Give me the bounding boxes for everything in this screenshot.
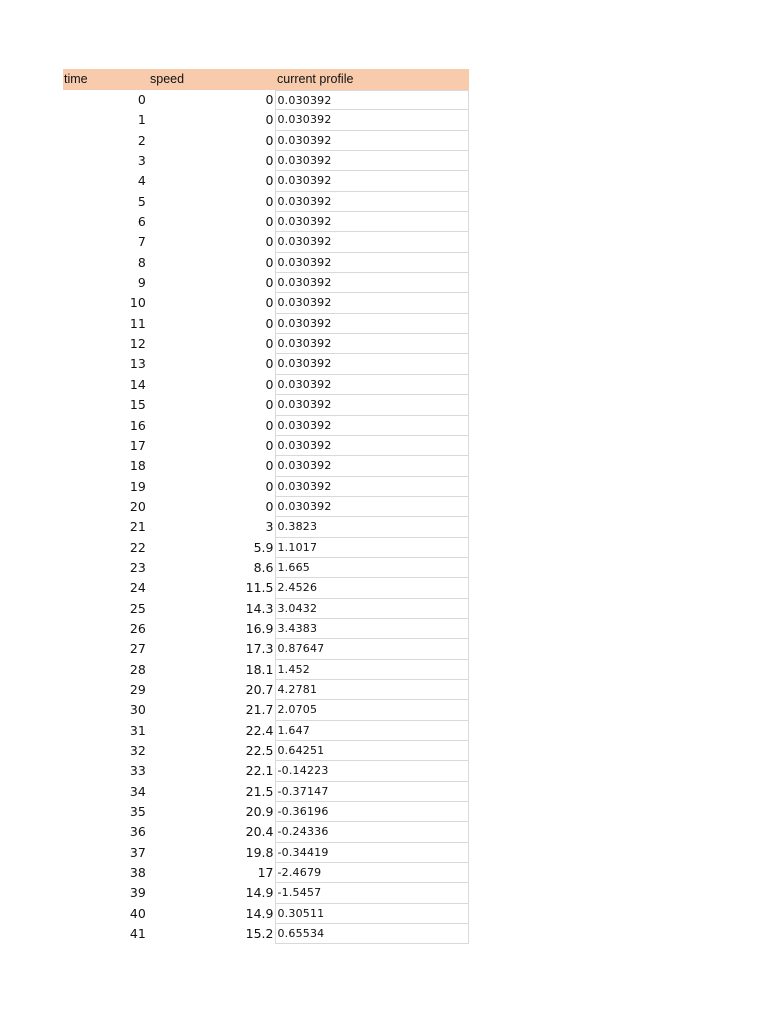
cell-speed[interactable]: 0 [265, 275, 274, 291]
table-row [63, 782, 469, 802]
table-row [63, 883, 469, 903]
header-current-profile[interactable]: current profile [277, 72, 354, 86]
table-row [63, 497, 469, 517]
table-row [63, 151, 469, 171]
cell-speed[interactable]: 17.3 [245, 641, 274, 657]
cell-speed[interactable]: 0 [265, 193, 274, 209]
cell-speed[interactable]: 0 [265, 132, 274, 148]
cell-speed[interactable]: 21.5 [245, 783, 274, 799]
cell-current-profile[interactable]: 0.030392 [275, 90, 469, 110]
cell-current-profile[interactable]: 0.64251 [275, 741, 469, 761]
cell-current-profile[interactable]: 0.030392 [275, 375, 469, 395]
cell-speed[interactable]: 19.8 [245, 844, 274, 860]
table-row [63, 232, 469, 252]
table-row [63, 578, 469, 598]
cell-current-profile[interactable]: -0.24336 [275, 822, 469, 842]
table-row [63, 843, 469, 863]
cell-time[interactable]: 33 [129, 763, 146, 779]
cell-speed[interactable]: 0 [265, 478, 274, 494]
cell-speed[interactable]: 8.6 [253, 559, 274, 575]
cell-time[interactable]: 25 [129, 600, 146, 616]
table-row [63, 131, 469, 151]
cell-speed[interactable]: 0 [265, 112, 274, 128]
cell-speed[interactable]: 0 [265, 376, 274, 392]
cell-time[interactable]: 39 [129, 885, 146, 901]
cell-current-profile[interactable]: 1.665 [275, 558, 469, 578]
cell-current-profile[interactable]: 0.65534 [275, 924, 469, 944]
cell-speed[interactable]: 3 [265, 519, 274, 535]
cell-current-profile[interactable]: 0.87647 [275, 639, 469, 659]
cell-current-profile[interactable]: 0.030392 [275, 497, 469, 517]
cell-current-profile[interactable]: 3.4383 [275, 619, 469, 639]
cell-time[interactable]: 6 [137, 214, 146, 230]
cell-current-profile[interactable]: -0.37147 [275, 782, 469, 802]
cell-time[interactable]: 26 [129, 620, 146, 636]
cell-time[interactable]: 15 [129, 397, 146, 413]
cell-time[interactable]: 14 [129, 376, 146, 392]
cell-current-profile[interactable]: 0.030392 [275, 253, 469, 273]
cell-current-profile[interactable]: 4.2781 [275, 680, 469, 700]
table-row [63, 395, 469, 415]
cell-time[interactable]: 11 [129, 315, 146, 331]
cell-current-profile[interactable]: 0.030392 [275, 436, 469, 456]
cell-current-profile[interactable]: -0.34419 [275, 843, 469, 863]
cell-current-profile[interactable]: -2.4679 [275, 863, 469, 883]
cell-time[interactable]: 36 [129, 824, 146, 840]
table-row [63, 293, 469, 313]
cell-time[interactable]: 37 [129, 844, 146, 860]
cell-time[interactable]: 35 [129, 804, 146, 820]
cell-speed[interactable]: 0 [265, 397, 274, 413]
table-row [63, 110, 469, 130]
cell-speed[interactable]: 0 [265, 173, 274, 189]
cell-current-profile[interactable]: -0.36196 [275, 802, 469, 822]
cell-current-profile[interactable]: -0.14223 [275, 761, 469, 781]
table-row [63, 619, 469, 639]
cell-speed[interactable]: 0 [265, 315, 274, 331]
cell-current-profile[interactable]: 0.030392 [275, 477, 469, 497]
cell-current-profile[interactable]: 2.0705 [275, 700, 469, 720]
cell-current-profile[interactable]: 0.030392 [275, 212, 469, 232]
cell-current-profile[interactable]: 0.3823 [275, 517, 469, 537]
table-row [63, 456, 469, 476]
cell-time[interactable]: 18 [129, 458, 146, 474]
cell-speed[interactable]: 14.9 [245, 885, 274, 901]
cell-time[interactable]: 5 [137, 193, 146, 209]
cell-current-profile[interactable]: 0.030392 [275, 293, 469, 313]
table-row [63, 924, 469, 944]
header-time[interactable]: time [64, 72, 88, 86]
cell-current-profile[interactable]: 0.30511 [275, 904, 469, 924]
cell-speed[interactable]: 17 [257, 865, 274, 881]
spreadsheet-table [63, 69, 469, 944]
table-row [63, 863, 469, 883]
table-row [63, 599, 469, 619]
cell-speed[interactable]: 0 [265, 254, 274, 270]
cell-time[interactable]: 41 [129, 926, 146, 942]
cell-time[interactable]: 24 [129, 580, 146, 596]
cell-current-profile[interactable]: 0.030392 [275, 334, 469, 354]
table-row [63, 273, 469, 293]
cell-time[interactable]: 2 [137, 132, 146, 148]
table-row [63, 639, 469, 659]
cell-speed[interactable]: 0 [265, 336, 274, 352]
cell-speed[interactable]: 0 [265, 153, 274, 169]
cell-speed[interactable]: 0 [265, 295, 274, 311]
header-row [63, 69, 469, 90]
cell-speed[interactable]: 22.5 [245, 743, 274, 758]
table-row [63, 517, 469, 537]
cell-current-profile[interactable]: 1.452 [275, 660, 469, 680]
cell-speed[interactable]: 14.9 [245, 905, 274, 921]
cell-speed[interactable]: 16.9 [245, 620, 274, 636]
table-row [63, 314, 469, 334]
table-row [63, 334, 469, 354]
cell-speed[interactable]: 0 [265, 234, 274, 250]
cell-current-profile[interactable]: 0.030392 [275, 151, 469, 171]
cell-current-profile[interactable]: 2.4526 [275, 578, 469, 598]
table-row [63, 212, 469, 232]
table-row [63, 700, 469, 720]
table-row [63, 761, 469, 781]
cell-time[interactable]: 32 [129, 743, 146, 758]
cell-speed[interactable]: 22.1 [245, 763, 274, 779]
cell-current-profile[interactable]: 0.030392 [275, 192, 469, 212]
cell-current-profile[interactable]: 0.030392 [275, 110, 469, 130]
cell-speed[interactable]: 0 [265, 458, 274, 474]
cell-time[interactable]: 0 [137, 92, 146, 107]
cell-current-profile[interactable]: 0.030392 [275, 314, 469, 334]
table-row [63, 416, 469, 436]
cell-time[interactable]: 27 [129, 641, 146, 657]
cell-current-profile[interactable]: 0.030392 [275, 395, 469, 415]
table-row [63, 538, 469, 558]
cell-time[interactable]: 17 [129, 437, 146, 453]
cell-speed[interactable]: 0 [265, 356, 274, 372]
cell-time[interactable]: 29 [129, 681, 146, 697]
cell-time[interactable]: 40 [129, 905, 146, 921]
cell-time[interactable]: 28 [129, 661, 146, 677]
cell-time[interactable]: 1 [137, 112, 146, 128]
cell-speed[interactable]: 18.1 [245, 661, 274, 677]
table-row [63, 436, 469, 456]
cell-current-profile[interactable]: 1.1017 [275, 538, 469, 558]
cell-time[interactable]: 21 [129, 519, 146, 535]
cell-time[interactable]: 12 [129, 336, 146, 352]
table-body [63, 90, 469, 944]
cell-current-profile[interactable]: 0.030392 [275, 131, 469, 151]
table-row [63, 477, 469, 497]
cell-current-profile[interactable]: 0.030392 [275, 171, 469, 191]
cell-speed[interactable]: 0 [265, 214, 274, 230]
table-row [63, 802, 469, 822]
cell-time[interactable]: 9 [137, 275, 146, 291]
table-row [63, 721, 469, 741]
cell-time[interactable]: 20 [129, 498, 146, 514]
cell-current-profile[interactable]: 3.0432 [275, 599, 469, 619]
header-speed[interactable]: speed [150, 72, 185, 86]
cell-time[interactable]: 23 [129, 559, 146, 575]
cell-current-profile[interactable]: 0.030392 [275, 232, 469, 252]
cell-time[interactable]: 7 [137, 234, 146, 250]
table-row [63, 90, 469, 110]
cell-time[interactable]: 30 [129, 702, 146, 718]
cell-speed[interactable]: 0 [265, 437, 274, 453]
table-row [63, 660, 469, 680]
cell-speed[interactable]: 0 [265, 92, 274, 107]
table-row [63, 558, 469, 578]
table-row [63, 741, 469, 761]
cell-time[interactable]: 31 [129, 722, 146, 738]
cell-speed[interactable]: 21.7 [245, 702, 274, 718]
table-row [63, 192, 469, 212]
cell-time[interactable]: 38 [129, 865, 146, 881]
cell-speed[interactable]: 11.5 [245, 580, 274, 596]
cell-speed[interactable]: 20.4 [245, 824, 274, 840]
cell-time[interactable]: 13 [129, 356, 146, 372]
cell-time[interactable]: 10 [129, 295, 146, 311]
table-row [63, 375, 469, 395]
table-row [63, 354, 469, 374]
cell-current-profile[interactable]: 1.647 [275, 721, 469, 741]
cell-current-profile[interactable]: -1.5457 [275, 883, 469, 903]
cell-speed[interactable]: 0 [265, 417, 274, 433]
table-row [63, 253, 469, 273]
cell-speed[interactable]: 5.9 [253, 539, 274, 555]
table-row [63, 822, 469, 842]
cell-time[interactable]: 8 [137, 254, 146, 270]
cell-current-profile[interactable]: 0.030392 [275, 416, 469, 436]
cell-current-profile[interactable]: 0.030392 [275, 456, 469, 476]
cell-speed[interactable]: 15.2 [245, 926, 274, 942]
cell-speed[interactable]: 22.4 [245, 722, 274, 738]
cell-speed[interactable]: 14.3 [245, 600, 274, 616]
cell-time[interactable]: 16 [129, 417, 146, 433]
cell-current-profile[interactable]: 0.030392 [275, 273, 469, 293]
cell-time[interactable]: 34 [129, 783, 146, 799]
cell-time[interactable]: 22 [129, 539, 146, 555]
cell-current-profile[interactable]: 0.030392 [275, 354, 469, 374]
cell-speed[interactable]: 0 [265, 498, 274, 514]
table-row [63, 171, 469, 191]
cell-time[interactable]: 19 [129, 478, 146, 494]
table-row [63, 680, 469, 700]
cell-speed[interactable]: 20.9 [245, 804, 274, 820]
cell-time[interactable]: 3 [137, 153, 146, 169]
table-row [63, 904, 469, 924]
cell-speed[interactable]: 20.7 [245, 681, 274, 697]
cell-time[interactable]: 4 [137, 173, 146, 189]
